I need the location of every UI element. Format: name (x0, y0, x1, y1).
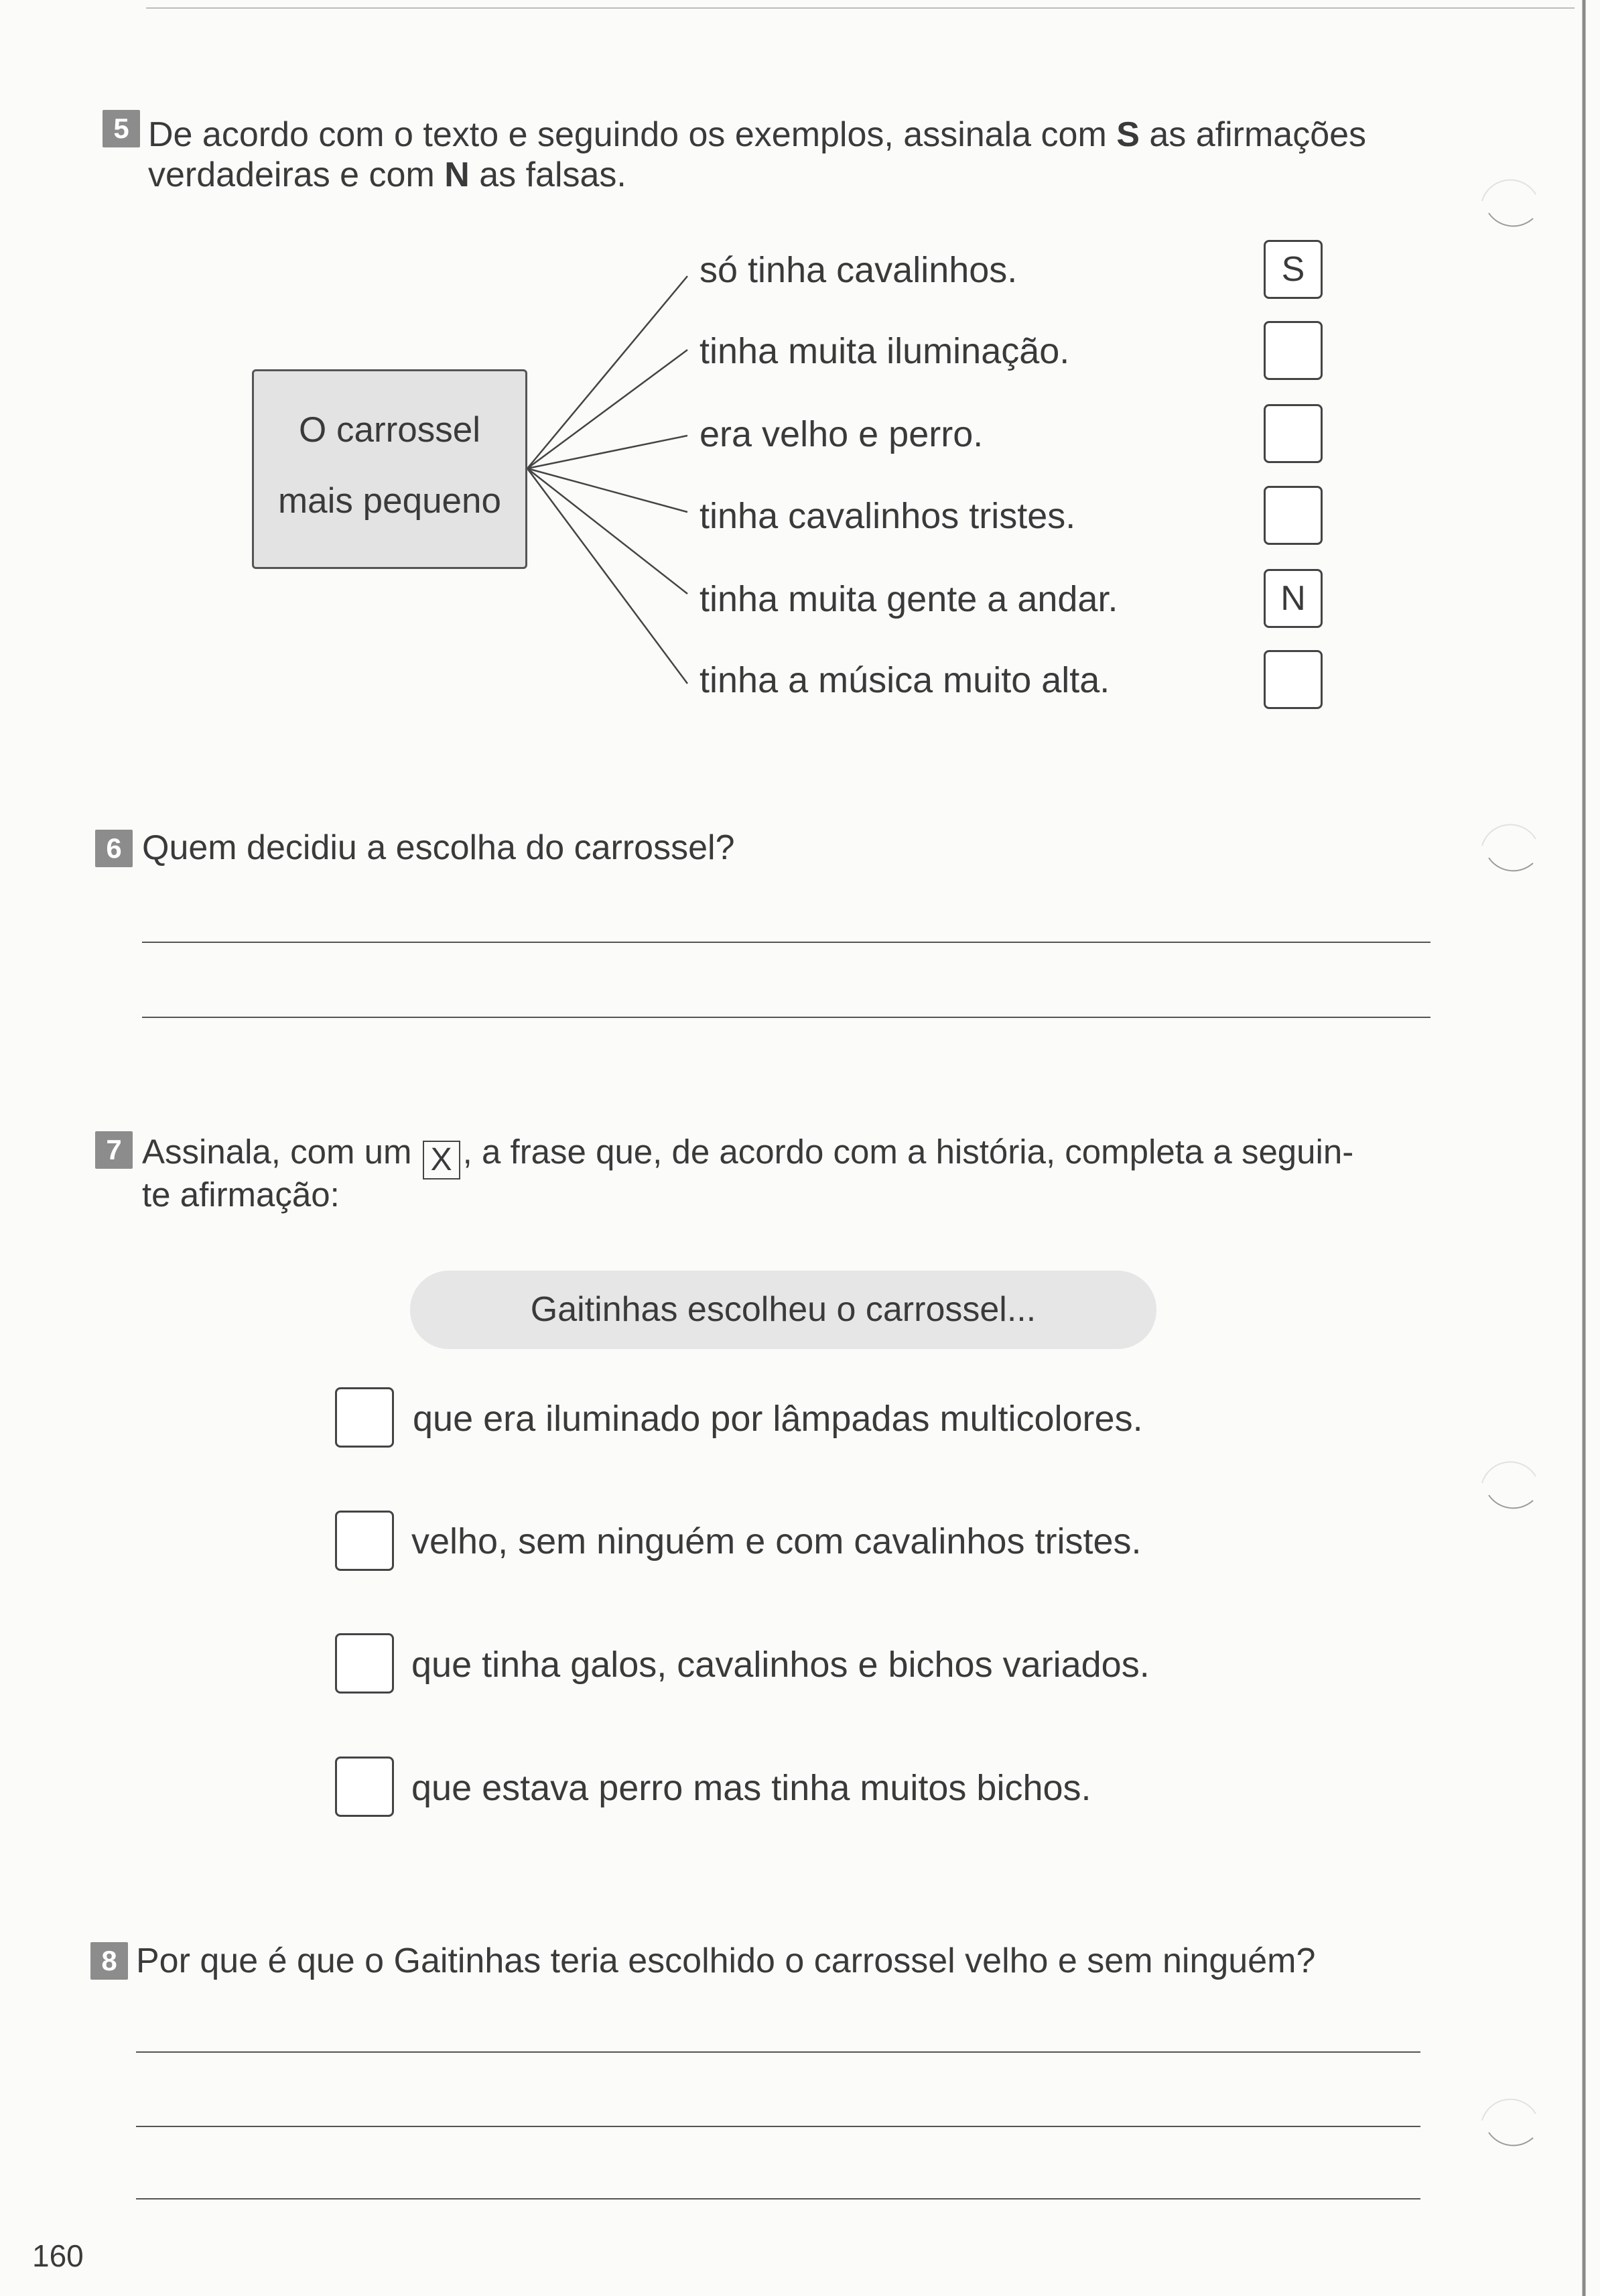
binder-hole-3-shadow (1489, 1495, 1533, 1508)
option-checkbox[interactable] (335, 1387, 394, 1448)
connector-line (527, 468, 687, 512)
question-5-instruction-line1 (148, 114, 1366, 155)
answer-box-example: S (1264, 240, 1323, 299)
question-6-number-badge: 6 (95, 830, 133, 867)
question-8-text: Por que é que o Gaitinhas teria escolhido o carrossel velho e sem ninguém? (136, 1941, 1316, 1980)
sentence-prompt-banner: Gaitinhas escolheu o carrossel... (410, 1271, 1156, 1349)
instruction-text: De acordo com o texto e seguindo os exemplos, assinala com (148, 115, 1117, 154)
subject-line-1: O carrossel (299, 410, 480, 450)
binder-hole-3 (1482, 1462, 1536, 1483)
connector-line (527, 468, 687, 594)
binder-hole-2-shadow (1489, 858, 1533, 871)
answer-line[interactable] (136, 2051, 1420, 2053)
checkmark-example-box: X (423, 1141, 460, 1179)
connector-line (527, 276, 687, 468)
connector-line (527, 468, 687, 684)
binder-hole-4-shadow (1489, 2132, 1533, 2145)
option-text: que era iluminado por lâmpadas multicolores. (413, 1399, 1143, 1439)
instruction-text: as falsas. (469, 155, 626, 194)
answer-box[interactable] (1264, 650, 1323, 709)
false-marker-letter: N (444, 155, 470, 194)
instruction-text: as afirmações (1139, 115, 1367, 154)
statement-item: tinha a música muito alta. (699, 660, 1110, 700)
question-8-number-badge: 8 (90, 1942, 128, 1980)
statement-item: tinha muita iluminação. (699, 331, 1070, 371)
connector-lines (527, 276, 687, 684)
question-7-instruction-line2: te afirmação: (142, 1175, 340, 1214)
question-5-number-badge: 5 (103, 110, 140, 147)
answer-line[interactable] (136, 2126, 1420, 2127)
binder-hole-4 (1482, 2099, 1536, 2120)
binder-hole-2 (1482, 824, 1536, 846)
option-checkbox[interactable] (335, 1757, 394, 1817)
binder-hole-1-shadow (1489, 213, 1533, 226)
option-text: que estava perro mas tinha muitos bichos. (411, 1768, 1091, 1808)
binder-hole-1 (1482, 180, 1536, 201)
instruction-text: Assinala, com um (142, 1133, 412, 1171)
subject-box (252, 369, 527, 569)
statement-item: só tinha cavalinhos. (699, 250, 1018, 290)
instruction-text: verdadeiras e com (148, 155, 445, 194)
binder-hole-marks (1482, 180, 1536, 2145)
connector-line (527, 350, 687, 468)
answer-box[interactable] (1264, 404, 1323, 463)
question-5-instruction-line2 (148, 154, 626, 196)
true-marker-letter: S (1116, 115, 1140, 154)
connector-line (527, 436, 687, 468)
answer-box-example: N (1264, 569, 1323, 628)
instruction-text: , a frase que, de acordo com a história, completa a seguin- (462, 1133, 1354, 1171)
answer-box[interactable] (1264, 321, 1323, 380)
option-checkbox[interactable] (335, 1511, 394, 1571)
question-7-number-badge: 7 (95, 1131, 133, 1169)
statement-item: era velho e perro. (699, 414, 984, 454)
answer-line[interactable] (142, 942, 1430, 943)
statement-item: tinha muita gente a andar. (699, 579, 1118, 619)
option-text: velho, sem ninguém e com cavalinhos tristes. (411, 1521, 1142, 1561)
page-number: 160 (32, 2238, 84, 2273)
option-checkbox[interactable] (335, 1633, 394, 1694)
option-text: que tinha galos, cavalinhos e bichos variados. (411, 1645, 1150, 1685)
question-6-text: Quem decidiu a escolha do carrossel? (142, 828, 735, 867)
answer-line[interactable] (142, 1017, 1430, 1018)
statement-item: tinha cavalinhos tristes. (699, 496, 1076, 536)
subject-line-2: mais pequeno (278, 481, 501, 521)
question-7-instruction-line1 (142, 1131, 1353, 1179)
answer-line[interactable] (136, 2198, 1420, 2199)
answer-box[interactable] (1264, 486, 1323, 545)
